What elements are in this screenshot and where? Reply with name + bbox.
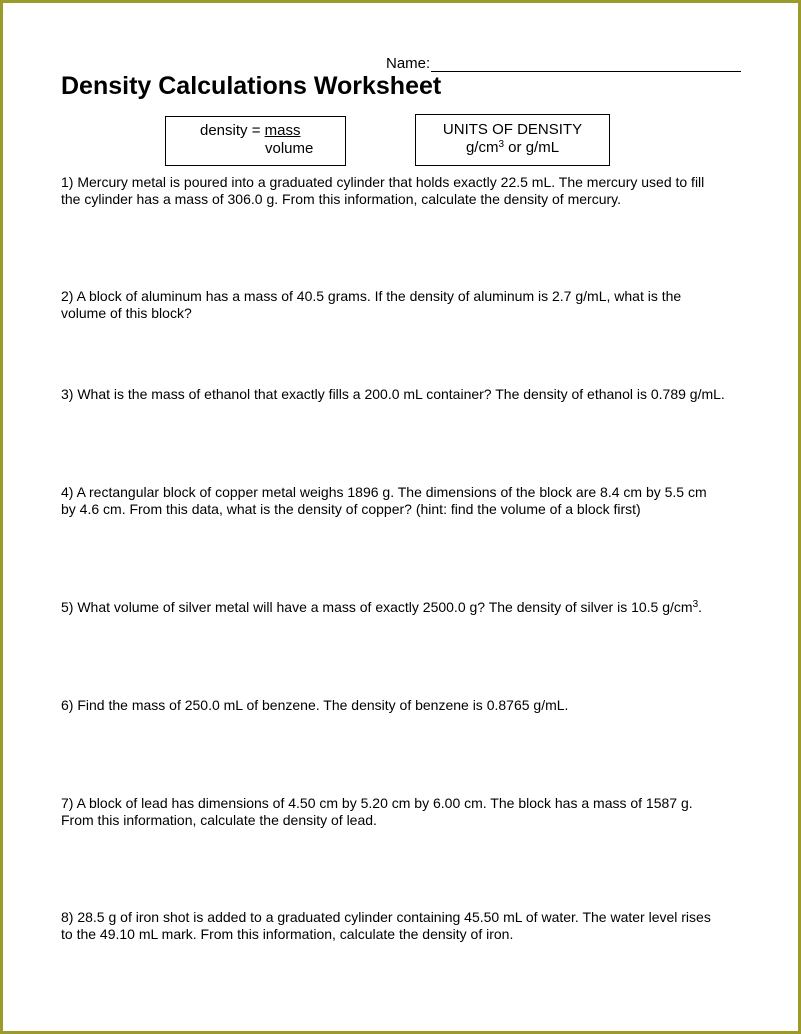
question-line: 2) A block of aluminum has a mass of 40.5 grams. If the density of aluminum is 2.7 g/mL, what is the xyxy=(61,288,682,304)
question-7 xyxy=(61,795,761,828)
formula-numerator: mass xyxy=(264,122,301,139)
formula-left-side: density = xyxy=(200,122,265,139)
question-1 xyxy=(61,174,761,207)
question-line: 6) Find the mass of 250.0 mL of benzene. The density of benzene is 0.8765 g/mL. xyxy=(61,697,569,713)
question-line: 3) What is the mass of ethanol that exactly fills a 200.0 mL container? The density of ethanol is 0.789 g/mL. xyxy=(61,386,725,402)
question-exponent: 3 xyxy=(692,599,699,610)
formula-top-row xyxy=(200,122,300,140)
question-3 xyxy=(61,386,761,403)
units-values xyxy=(416,139,609,157)
unit-g-per-ml: or g/mL xyxy=(504,139,560,156)
question-tail: . xyxy=(698,599,703,615)
question-line: to the 49.10 mL mark. From this information, calculate the density of iron. xyxy=(61,925,514,942)
question-line: the cylinder has a mass of 306.0 g. From this information, calculate the density of mercury. xyxy=(61,190,621,207)
units-heading: UNITS OF DENSITY xyxy=(442,121,583,138)
unit-g-per-cm: g/cm xyxy=(465,139,499,156)
question-line: 8) 28.5 g of iron shot is added to a graduated cylinder containing 45.50 mL of water. The water level rises xyxy=(61,909,711,925)
question-5 xyxy=(61,599,761,616)
question-2 xyxy=(61,288,761,321)
question-line: 4) A rectangular block of copper metal weighs 1896 g. The dimensions of the block are 8.4 cm by 5.5 cm xyxy=(61,484,707,500)
unit-exponent: 3 xyxy=(498,139,505,150)
density-formula-box xyxy=(165,116,346,166)
question-8 xyxy=(61,909,761,942)
name-blank-line xyxy=(431,56,741,72)
question-6 xyxy=(61,697,761,714)
name-field xyxy=(386,55,741,72)
question-line: by 4.6 cm. From this data, what is the density of copper? (hint: find the volume of a block first) xyxy=(61,500,641,517)
question-line: volume of this block? xyxy=(61,304,192,321)
question-line: 1) Mercury metal is poured into a graduated cylinder that holds exactly 22.5 mL. The mercury used to fill xyxy=(61,174,705,190)
page-title: Density Calculations Worksheet xyxy=(61,72,442,100)
name-label: Name: xyxy=(386,55,431,72)
question-text: 5) What volume of silver metal will have a mass of exactly 2500.0 g? The density of silver is 10.5 g/cm xyxy=(61,599,693,615)
question-line: From this information, calculate the density of lead. xyxy=(61,811,377,828)
question-4 xyxy=(61,484,761,517)
density-units-box xyxy=(415,114,610,166)
formula-denominator: volume xyxy=(265,140,314,157)
question-line: 7) A block of lead has dimensions of 4.50 cm by 5.20 cm by 6.00 cm. The block has a mass of 1587 g. xyxy=(61,795,693,811)
